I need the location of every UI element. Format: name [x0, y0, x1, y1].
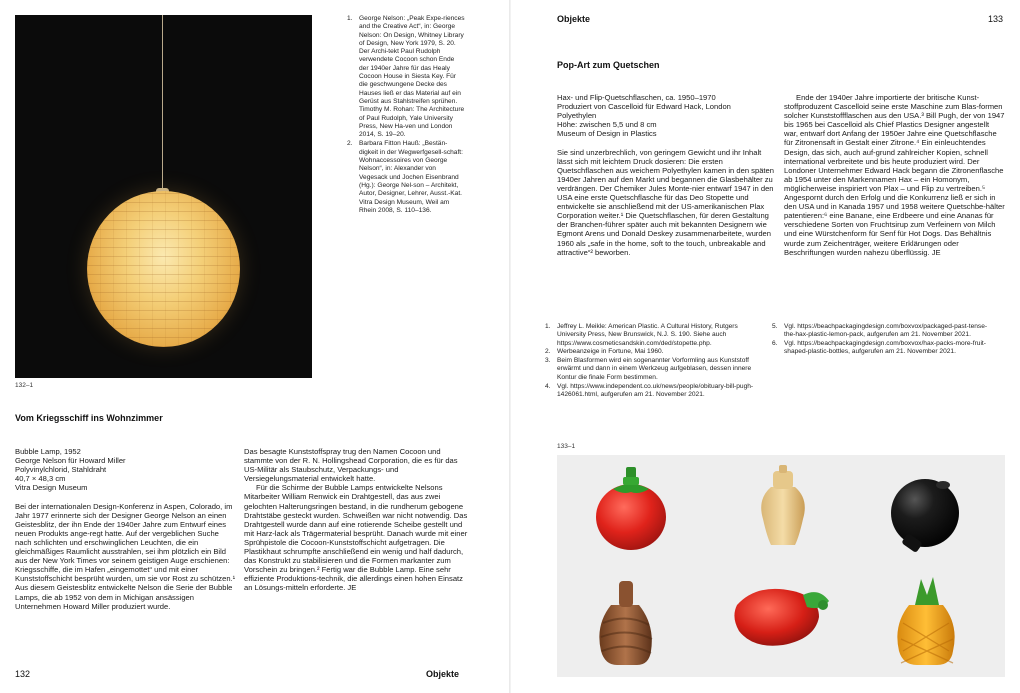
section-heading-left: Vom Kriegsschiff ins Wohnzimmer	[15, 413, 163, 423]
body-paragraph: Für die Schirme der Bubble Lamps entwickelte Nelsons Mitarbeiter William Renwick ein Drahtgestell, das aus zwei gelochten Halterungsringen bestand, in die rundherum gebogene Drahtstäbe gesteckt wurden. Schweißen war nicht notwendig. Das Drahtgestell wurde dann auf eine rotierende Scheibe gestellt und mit Harz-lack als Trägermaterial besprüht. Danach wurde mit einer Sprühpistole die Cocoon-Kunststoffschicht aufgetragen. Die Plastikhaut schrumpfte anschließend ein wenig und half dadurch, das Konstrukt zu stabilisieren und die Formen markanter zum Vorschein zu bringen.² Fertig war die Bubble Lamp. Eine sehr effiziente Produktions-technik, die allerdings einen hohen Einsatz an Lösungs-mitteln erforderte. JE	[244, 483, 468, 593]
lamp-cord	[162, 15, 163, 191]
squeeze-bottles-photo	[557, 455, 1005, 677]
running-head-right: Objekte	[557, 14, 591, 24]
page-number-right: 133	[988, 14, 1004, 24]
footnote-item: 5. Vgl. https://beachpackagingdesign.com/boxvox/packaged-past-tense-the-hax-plastic-lemon-pack, aufgerufen am 21. November 2021.	[772, 323, 988, 339]
brown-swirl-bottle	[599, 581, 652, 665]
black-bomb-bottle	[891, 479, 959, 553]
tomato-bottle	[596, 467, 666, 550]
figure-caption-133: 133–1	[557, 443, 576, 450]
footnote-item: 1. Jeffrey L. Meikle: American Plastic. A Cultural History, Rutgers University Press, New Brunswick, N.J. S. 190. Siehe auch https://www.cosmeticsandskin.com/ded/stopette.php.	[545, 323, 738, 347]
body-paragraph: Ende der 1940er Jahre importierte der britische Kunst-stoffproduzent Cascelloid seine erste Maschine zum Blas-formen solcher Kunststoffflaschen aus den USA.³ Bill Pugh, der von 1947 bis 1965 bei Cascelloid als Chief Plastics Designer angestellt war, entwarf dort Anfang der 1950er Jahre eine Quetschflasche für Zitronensaft in Gestalt einer Zitrone.⁴ Ein einleuchtendes Design, das sich, auch auf-grund zahlreicher Kopien, schnell international verbreitete und bis heute produziert wird. Der Londoner Unternehmer Edward Hack begann die Zitronenflasche ab 1954 unter den Markennamen Hax – ein Homonym, möglicherweise inspiriert von Plax – und Flip zu vertreiben.⁵ Angespornt durch den Erfolg und die Konkurrenz ließ er sich in den USA und in Kanada 1957 und 1958 weitere Quetschbe-hälter patentieren:⁶ eine Banane, eine Erdbeere und eine Ananas für verschiedene Sorten von Fruchtsirup zum Verfeinern von Milch und eine Würstchenform für Senf für Hot Dogs. Das Behältnis wurde zum Zeichenträger, weitere Erklärungen oder Beschriftungen wurden nahezu überflüssig. JE	[784, 93, 1005, 257]
pineapple-bottle	[897, 577, 954, 665]
footnote-item: 1. George Nelson: „Peak Expe-riences and the Creative Act“, in: George Nelson: On Design, Whitney Library of Design, New York 1979, S. 20. Der Archi-tekt Paul Rudolph verwendete Cocoon schon Ende der 1940er Jahre für das Healy Cocoon House in Siesta Key. Für die geschwungene Decke des Hauses ließ er das Material auf ein Gerüst aus Stahlstreifen sprühen. Timothy M. Rohan: The Architecture of Paul Rudolph, Yale University Press, New Ha-ven und London 2014, S. 19–20.	[347, 15, 465, 139]
section-heading-right: Pop-Art zum Quetschen	[557, 60, 660, 70]
lamp-shade	[87, 191, 240, 347]
gutter	[509, 0, 511, 693]
strawberry-bottle	[734, 589, 829, 646]
footnote-item: 2. Barbara Fitton Hauß: „Bestän-digkeit in der Wegwerfgesell-schaft: Wohnaccessoires von George Nelson“, in: Alexander von Vegesack und Jochen Eisenbrand (Hg.): George Nel-son – Architekt, Autor, Designer, Lehrer, Ausst.-Kat. Vitra Design Museum, Weil am Rhein 2008, S. 110–136.	[347, 140, 463, 214]
bubble-lamp-photo	[15, 15, 312, 378]
footnote-item: 6. Vgl. https://beachpackagingdesign.com/boxvox/hax-packs-more-fruit-shaped-plastic-bottles, aufgerufen am 21. November 2021.	[772, 340, 986, 356]
footnote-item: 2. Werbeanzeige in Fortune, Mai 1960.	[545, 348, 664, 356]
running-head-left: Objekte	[426, 669, 460, 679]
right-column-2	[784, 93, 1005, 257]
footnote-item: 4. Vgl. https://www.independent.co.uk/news/people/obituary-bill-pugh-1426061.html, aufgerufen am 21. November 2021.	[545, 382, 754, 398]
footnotes-left-page	[347, 15, 465, 216]
figure-caption-132: 132–1	[15, 382, 34, 389]
footnote-item: 3. Beim Blasformen wird ein sogenannter Vorformling aus Kunststoff erwärmt und dann in einem Werkzeug aufgeblasen, dessen innere Kontur die finale Form bestimmen.	[545, 357, 752, 381]
squeeze-bottles-illustration	[557, 455, 1005, 677]
page-number-left: 132	[15, 669, 31, 679]
left-column-2	[244, 447, 469, 593]
body-paragraph: Sie sind unzerbrechlich, von geringem Gewicht und ihr Inhalt lässt sich mit leichtem Druck dosieren: Die ersten Quetschflaschen aus weichem Polyethylen kamen in den späten 1940er Jahren auf den Markt und begannen die Glasbehälter zu verdrängen. Der Chemiker Jules Monte-nier entwarf 1947 in den USA eine erste Quetschflasche für das Deo Stopette und entwickelte sie anschließend mit der US-amerikanischen Plax Corporation weiter.¹ Die Quetschflaschen, für deren Gestaltung der Branchen-führer später auch mit bekannten Designern wie Egmont Arens und Donald Deskey zusammenarbeitete, wurden 1960 als „safe in the home, soft to the touch, unbreakable and attractive“² beworben.	[557, 147, 774, 257]
body-paragraph: Das besagte Kunststoffspray trug den Namen Cocoon und stammte von der R. N. Hollingshead Corporation, die es für das US-Militär als Staubschutz, Verpackungs- und Versiegelungsmaterial entwickelt hatte.	[244, 447, 458, 484]
footnotes-right-page-a	[545, 323, 767, 400]
beige-vase-bottle	[761, 465, 805, 545]
left-column-1: Bubble Lamp, 1952 George Nelson für Howard Miller Polyvinylchlorid, Stahldraht 40,7 × 48,3 cm Vitra Design Museum Bei der internationalen Design-Konferenz in Aspen, Colorado, im Jahr 1977 erinnerte sich der Designer George Nelson an einen Geistesblitz, der ihn Ende der 1940er Jahre zum Entwurf eines neuen Produkts ange-regt hatte. Auf der vergeblichen Suche nach schlichten und erschwinglichen Leuchten, die ein gleichmäßiges Raumlicht ausstrahlen, sei ihm plötzlich ein Bild aus der New York Times vor seinem geistigen Auge erschienen: Kriegsschiffe, die im Hafen „eingemottet“ und mit einer Kunststoffschicht besprüht wurden, um sie vor Rost zu schützen.¹ Aus diesem Geistesblitz entwickelte Nelson die Serie der Bubble Lamps, die ab 1952 von dem in Michigan ansässigen Unternehmen Howard Miller produziert wurde.	[15, 447, 236, 611]
body-paragraph: Bei der internationalen Design-Konferenz in Aspen, Colorado, im Jahr 1977 erinnerte sich der Designer George Nelson an einen Geistesblitz, der ihn Ende der 1940er Jahre zum Entwurf eines neuen Produkts ange-regt hatte. Auf der vergeblichen Suche nach schlichten und erschwinglichen Leuchten, die ein gleichmäßiges Raumlicht ausstrahlen, sei ihm plötzlich ein Bild aus der New York Times vor seinem geistigen Auge erschienen: Kriegsschiffe, die im Hafen „eingemottet“ und mit einer Kunststoffschicht besprüht wurden, um sie vor Rost zu schützen.¹ Aus diesem Geistesblitz entwickelte Nelson die Serie der Bubble Lamps, die ab 1952 von dem in Michigan ansässigen Unternehmen Howard Miller produziert wurde.	[15, 501, 236, 611]
right-column-1: Hax- und Flip-Quetschflaschen, ca. 1950–1970 Produziert von Cascelloid für Edward Hack, London Polyethylen Höhe: zwischen 5,5 und 8 cm Museum of Design in Plastics Sie sind unzerbrechlich, von geringem Gewicht und ihr Inhalt lässt sich mit leichtem Druck dosieren: Die ersten Quetschflaschen aus weichem Polyethylen kamen in den späten 1940er Jahren auf den Markt und begannen die Glasbehälter zu verdrängen. Der Chemiker Jules Monte-nier entwarf 1947 in den USA eine erste Quetschflasche für das Deo Stopette und entwickelte sie anschließend mit der US-amerikanischen Plax Corporation weiter.¹ Die Quetschflaschen, für deren Gestaltung der Branchen-führer später auch mit bekannten Designern wie Egmont Arens und Donald Deskey zusammenarbeitete, wurden 1960 als „safe in the home, soft to the touch, unbreakable and attractive“² beworben.	[557, 93, 774, 257]
footnotes-right-page-b	[772, 323, 996, 357]
